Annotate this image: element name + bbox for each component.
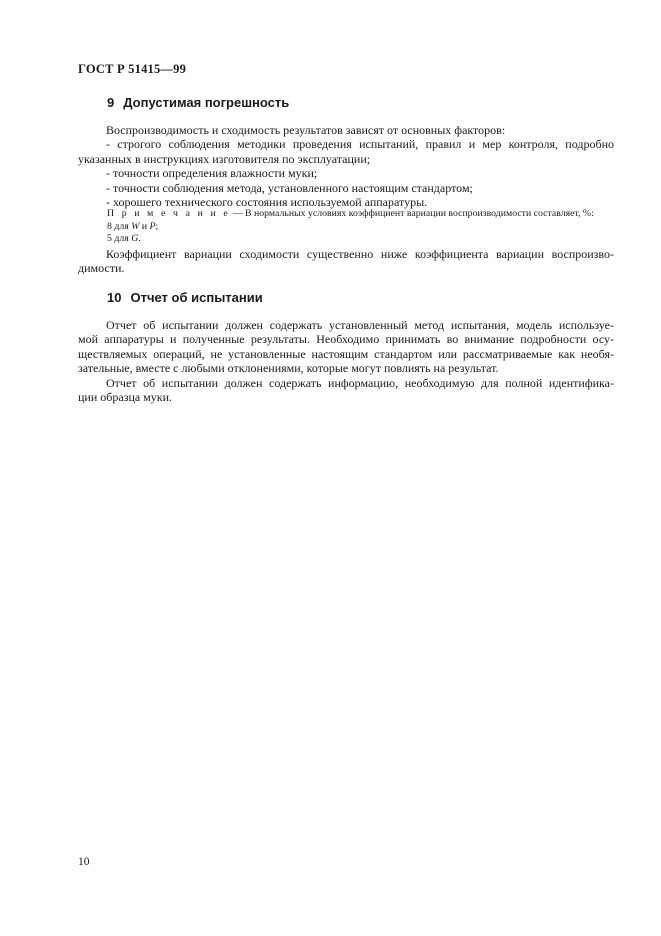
note-line-main [107,208,594,221]
section-9-conclusion [78,247,614,276]
conclusion-line-2: димости. [78,261,125,276]
standard-header: ГОСТ Р 51415—99 [78,62,187,76]
factor-item-2: - точности определения влажности муки; [106,166,318,181]
note-line-1-end: ; [155,220,159,232]
section-10-number: 10 [107,290,122,305]
report-p1-line-1: Отчет об испытании должен содержать установленный метод испытания, модель используе- [106,318,614,332]
factor-item-1-line-1: - строгого соблюдения методики проведения испытаний, правил и мер контроля, подробно [106,137,614,152]
note-text: В нормальных условиях коэффициент вариации воспроизводимости составляет, %: [245,208,594,219]
section-9-heading [107,95,289,110]
note-line-1-prefix: 8 для [107,220,129,232]
note-line-2-prefix: 5 для [107,233,129,245]
section-9-body [78,123,614,209]
conclusion-line-1: Коэффициент вариации сходимости существенно ниже коэффициента вариации воспроизво- [106,247,614,261]
section-9-number: 9 [107,95,115,110]
note-dash: — [232,208,243,219]
page-number: 10 [78,856,90,868]
section-10-heading [107,290,263,305]
section-10-title: Отчет об испытании [130,290,263,305]
section-9-title: Допустимая погрешность [123,95,290,110]
section-9-intro: Воспроизводимость и сходимость результатов зависят от основных факторов: [106,123,506,137]
note-block [107,208,594,246]
factor-item-3: - точности соблюдения метода, установленного настоящим стандартом; [106,180,473,195]
note-line-2-end: . [138,233,141,245]
factor-item-1-line-2: указанных в инструкциях изготовителя по эксплуатации; [78,151,371,166]
report-p2-line-2: ции образца муки. [78,390,173,405]
section-10-body [78,318,614,404]
report-p2-line-1: Отчет об испытании должен содержать информацию, необходимую для полной идентифика- [106,375,614,390]
report-p1-line-3: ществляемых операций, не установленные настоящим стандартом или рассматриваемые как необя- [78,346,614,361]
report-p1-line-2: мой аппаратуры и полученные результаты. Необходимо принимать во внимание подробности осу- [78,332,614,347]
note-line-2 [107,233,594,246]
note-var-g: G [131,233,139,245]
note-line-1 [107,221,594,234]
report-p1-line-4: зательные, вместе с любыми отклонениями, которые могут повлиять на результат. [78,361,499,376]
note-line-1-and: и [141,220,148,232]
note-var-p: P [149,220,156,232]
note-var-w: W [131,220,140,232]
note-label: П р и м е ч а н и е [107,208,231,219]
factor-item-4: - хорошего технического состояния используемой аппаратуры. [106,195,428,210]
